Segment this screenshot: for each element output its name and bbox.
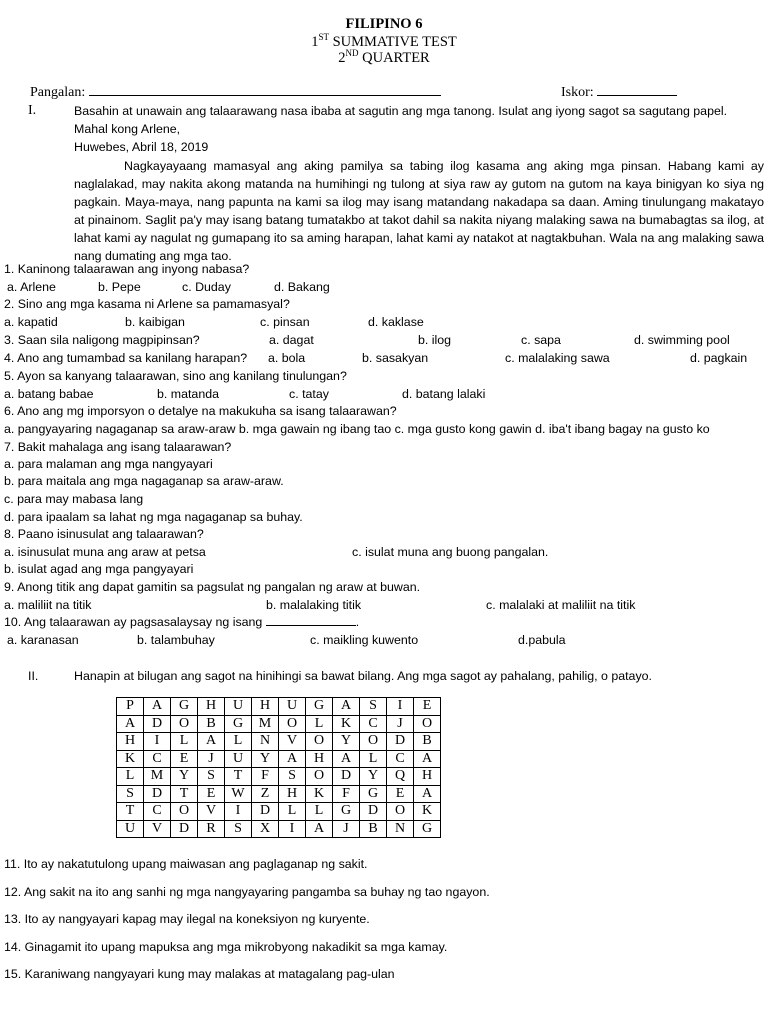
grid-cell[interactable]: R (198, 820, 225, 838)
diary-paragraph (74, 157, 764, 265)
q3-option-d: d. swimming pool (634, 333, 730, 347)
grid-cell[interactable]: L (306, 715, 333, 733)
grid-cell[interactable]: C (144, 803, 171, 821)
grid-cell[interactable]: L (306, 803, 333, 821)
grid-row (117, 820, 441, 838)
grid-cell[interactable]: J (198, 750, 225, 768)
question-6: 6. Ano ang mg imporsyon o detalye na makukuha sa isang talaarawan? (4, 404, 397, 418)
grid-cell[interactable]: E (198, 785, 225, 803)
grid-cell[interactable]: G (333, 803, 360, 821)
question-10: 10. Ang talaarawan ay pagsasalaysay ng isang . (4, 615, 360, 629)
grid-cell[interactable]: D (252, 803, 279, 821)
grid-cell[interactable]: O (360, 733, 387, 751)
grid-cell[interactable]: D (144, 785, 171, 803)
q4-option-d: d. pagkain (690, 351, 748, 365)
grid-cell[interactable]: I (225, 803, 252, 821)
grid-cell[interactable]: H (306, 750, 333, 768)
q10-option-d: d.pabula (518, 633, 566, 647)
q10-option-b: b. talambuhay (137, 633, 215, 647)
grid-cell[interactable]: U (279, 698, 306, 716)
q9-option-a: a. maliliit na titik (4, 598, 92, 612)
grid-cell[interactable]: D (333, 768, 360, 786)
question-4: 4. Ano ang tumambad sa kanilang harapan? (4, 351, 248, 365)
grid-cell[interactable]: C (387, 750, 414, 768)
q8-option-b: b. isulat agad ang mga pangyayari (4, 562, 194, 576)
subtitle-ordinal: ST (318, 32, 329, 42)
q5-option-b: b. matanda (157, 387, 219, 401)
question-11: 11. Ito ay nakatutulong upang maiwasan ang paglaganap ng sakit. (4, 857, 368, 871)
grid-cell[interactable]: D (360, 803, 387, 821)
grid-cell[interactable]: E (414, 698, 441, 716)
q3-option-b: b. ilog (418, 333, 452, 347)
q7-option-c: c. para may mabasa lang (4, 492, 144, 506)
grid-cell[interactable]: L (225, 733, 252, 751)
part1-instruction: Basahin at unawain ang talaarawang nasa ibaba at sagutin ang mga tanong. Isulat ang iyong sagot sa sagutang papel. (74, 104, 728, 118)
subtitle-text: SUMMATIVE TEST (328, 34, 457, 50)
part2-numeral: II. (28, 669, 39, 683)
grid-cell[interactable]: N (252, 733, 279, 751)
grid-cell[interactable]: T (225, 768, 252, 786)
grid-cell[interactable]: O (387, 803, 414, 821)
grid-cell[interactable]: B (360, 820, 387, 838)
quarter-number: 2 (338, 50, 346, 66)
grid-cell[interactable]: U (225, 750, 252, 768)
grid-cell[interactable]: K (414, 803, 441, 821)
grid-cell[interactable]: U (117, 820, 144, 838)
grid-cell[interactable]: G (306, 698, 333, 716)
question-3: 3. Saan sila naligong magpipinsan? (4, 333, 200, 347)
grid-cell[interactable]: G (414, 820, 441, 838)
q2-option-d: d. kaklase (368, 315, 424, 329)
question-9: 9. Anong titik ang dapat gamitin sa pagsulat ng pangalan ng araw at buwan. (4, 580, 421, 594)
grid-cell[interactable]: K (117, 750, 144, 768)
grid-cell[interactable]: V (144, 820, 171, 838)
grid-cell[interactable]: Y (333, 733, 360, 751)
grid-cell[interactable]: C (360, 715, 387, 733)
grid-cell[interactable]: O (306, 768, 333, 786)
score-label: Iskor: (561, 85, 594, 100)
q3-option-c: c. sapa (521, 333, 561, 347)
grid-cell[interactable]: F (333, 785, 360, 803)
q8-option-a: a. isinusulat muna ang araw at petsa (4, 545, 206, 559)
grid-cell[interactable]: A (414, 750, 441, 768)
grid-cell[interactable]: F (252, 768, 279, 786)
q10-option-c: c. maikling kuwento (310, 633, 419, 647)
q3-option-a: a. dagat (269, 333, 314, 347)
grid-cell[interactable]: P (117, 698, 144, 716)
grid-cell[interactable]: A (117, 715, 144, 733)
q5-option-c: c. tatay (289, 387, 329, 401)
grid-cell[interactable]: O (279, 715, 306, 733)
grid-cell[interactable]: A (414, 785, 441, 803)
grid-cell[interactable]: T (171, 785, 198, 803)
page-title: FILIPINO 6 (345, 16, 423, 32)
grid-cell[interactable]: A (198, 733, 225, 751)
grid-cell[interactable]: J (387, 715, 414, 733)
grid-cell[interactable]: B (198, 715, 225, 733)
question-5: 5. Ayon sa kanyang talaarawan, sino ang kanilang tinulungan? (4, 369, 347, 383)
grid-cell[interactable]: M (144, 768, 171, 786)
grid-cell[interactable]: S (198, 768, 225, 786)
test-subtitle (0, 34, 768, 51)
grid-cell[interactable]: L (117, 768, 144, 786)
q4-option-b: b. sasakyan (362, 351, 429, 365)
question-15: 15. Karaniwang nangyayari kung may malakas at matagalang pag-ulan (4, 967, 395, 981)
question-7: 7. Bakit mahalaga ang isang talaarawan? (4, 440, 232, 454)
grid-cell[interactable]: M (252, 715, 279, 733)
grid-cell[interactable]: Y (360, 768, 387, 786)
grid-cell[interactable]: J (333, 820, 360, 838)
grid-cell[interactable]: A (279, 750, 306, 768)
letter-salutation: Mahal kong Arlene, (74, 122, 181, 136)
q2-option-c: c. pinsan (260, 315, 310, 329)
name-field (30, 84, 441, 101)
name-label: Pangalan: (30, 85, 86, 100)
part2-instruction: Hanapin at bilugan ang sagot na hinihingi sa bawat bilang. Ang mga sagot ay pahalang, pahilig, o patayo. (74, 669, 652, 683)
grid-cell[interactable]: A (144, 698, 171, 716)
grid-cell[interactable]: G (225, 715, 252, 733)
q8-option-c: c. isulat muna ang buong pangalan. (352, 545, 549, 559)
q1-option-c: c. Duday (182, 280, 231, 294)
grid-row (117, 715, 441, 733)
grid-cell[interactable]: H (117, 733, 144, 751)
q1-option-a: a. Arlene (7, 280, 56, 294)
quarter-text: QUARTER (358, 50, 430, 66)
grid-row (117, 803, 441, 821)
score-blank[interactable] (597, 84, 677, 96)
q4-option-c: c. malalaking sawa (505, 351, 610, 365)
grid-cell[interactable]: U (225, 698, 252, 716)
question-8: 8. Paano isinusulat ang talaarawan? (4, 527, 204, 541)
grid-cell[interactable]: L (279, 803, 306, 821)
q9-option-c: c. malalaki at maliliit na titik (486, 598, 636, 612)
grid-cell[interactable]: L (360, 750, 387, 768)
grid-cell[interactable]: H (414, 768, 441, 786)
q10-blank[interactable] (266, 615, 356, 626)
grid-cell[interactable]: H (279, 785, 306, 803)
question-2: 2. Sino ang mga kasama ni Arlene sa pamamasyal? (4, 297, 290, 311)
grid-cell[interactable]: I (144, 733, 171, 751)
grid-cell[interactable]: T (117, 803, 144, 821)
grid-row (117, 785, 441, 803)
grid-cell[interactable]: D (387, 733, 414, 751)
grid-cell[interactable]: D (171, 820, 198, 838)
grid-cell[interactable]: A (333, 698, 360, 716)
question-10-text: 10. Ang talaarawan ay pagsasalaysay ng isang (4, 615, 263, 629)
q2-option-b: b. kaibigan (125, 315, 185, 329)
subtitle-number: 1 (311, 34, 319, 50)
q5-option-d: d. batang lalaki (402, 387, 486, 401)
q4-option-a: a. bola (268, 351, 306, 365)
name-blank[interactable] (89, 84, 441, 96)
grid-cell[interactable]: S (117, 785, 144, 803)
grid-cell[interactable]: A (306, 820, 333, 838)
grid-cell[interactable]: Y (171, 768, 198, 786)
q10-option-a: a. karanasan (7, 633, 79, 647)
word-search-grid (116, 697, 441, 838)
q2-option-a: a. kapatid (4, 315, 58, 329)
question-12: 12. Ang sakit na ito ang sanhi ng mga nangyayaring pangamba sa buhay ng tao ngayon. (4, 885, 490, 899)
question-1: 1. Kaninong talaarawan ang inyong nabasa? (4, 262, 250, 276)
letter-date: Huwebes, Abril 18, 2019 (74, 140, 209, 154)
grid-cell[interactable]: I (387, 698, 414, 716)
grid-cell[interactable]: O (306, 733, 333, 751)
grid-cell[interactable]: D (144, 715, 171, 733)
grid-cell[interactable]: X (252, 820, 279, 838)
grid-cell[interactable]: O (414, 715, 441, 733)
q9-option-b: b. malalaking titik (266, 598, 362, 612)
grid-cell[interactable]: N (387, 820, 414, 838)
question-14: 14. Ginagamit ito upang mapuksa ang mga mikrobyong nakadikit sa mga kamay. (4, 940, 448, 954)
q1-option-d: d. Bakang (274, 280, 330, 294)
grid-cell[interactable]: V (198, 803, 225, 821)
grid-cell[interactable]: V (279, 733, 306, 751)
q6-options: a. pangyayaring nagaganap sa araw-araw b. mga gawain ng ibang tao c. mga gusto kong gawin d. iba't ibang bagay na gusto ko (4, 422, 710, 436)
grid-cell[interactable]: Z (252, 785, 279, 803)
grid-cell[interactable]: Q (387, 768, 414, 786)
part1-numeral: I. (28, 103, 37, 118)
grid-cell[interactable]: K (306, 785, 333, 803)
grid-cell[interactable]: G (360, 785, 387, 803)
grid-cell[interactable]: S (225, 820, 252, 838)
grid-cell[interactable]: O (171, 715, 198, 733)
grid-cell[interactable]: H (198, 698, 225, 716)
grid-cell[interactable]: W (225, 785, 252, 803)
grid-cell[interactable]: C (144, 750, 171, 768)
q1-option-b: b. Pepe (98, 280, 141, 294)
grid-cell[interactable]: E (171, 750, 198, 768)
grid-cell[interactable]: L (171, 733, 198, 751)
grid-row (117, 768, 441, 786)
grid-cell[interactable]: A (333, 750, 360, 768)
grid-cell[interactable]: S (279, 768, 306, 786)
score-field (561, 84, 677, 101)
grid-cell[interactable]: S (360, 698, 387, 716)
grid-cell[interactable]: E (387, 785, 414, 803)
quarter-ordinal: ND (345, 48, 359, 58)
diary-paragraph-text: Nagkayayaang mamasyal ang aking pamilya sa tabing ilog kasama ang aking mga pinsan. Habang kami ay naglalakad, may nakita akong matanda na humihingi ng tulong at siya raw ay gutom na gutom na kaya binigyan ko siya ng pagkain. Maya-maya, nang papunta na kami sa ilog may isang matandang nakadapa sa daan. Aming tinulungang makatayo at pinainom. Saglit pa'y may isang batang tumatakbo at takot dahil sa nakita niyang malaking sawa na bumabagtas sa ilog, at lahat kami ay nagulat ng gumapang ito sa aming harapan, lahat kami ay natakot at nagtakbuhan. Wala na ang malaking sawa nang dumating ang mga tao. (74, 159, 764, 263)
grid-row (117, 750, 441, 768)
quarter-label (0, 50, 768, 67)
grid-cell[interactable]: I (279, 820, 306, 838)
grid-cell[interactable]: H (252, 698, 279, 716)
grid-cell[interactable]: O (171, 803, 198, 821)
question-13: 13. Ito ay nangyayari kapag may ilegal na koneksiyon ng kuryente. (4, 912, 370, 926)
q5-option-a: a. batang babae (4, 387, 94, 401)
grid-row (117, 733, 441, 751)
q7-option-a: a. para malaman ang mga nangyayari (4, 457, 213, 471)
grid-cell[interactable]: G (171, 698, 198, 716)
grid-row (117, 698, 441, 716)
q7-option-d: d. para ipaalam sa lahat ng mga nagaganap sa buhay. (4, 510, 303, 524)
grid-cell[interactable]: B (414, 733, 441, 751)
grid-cell[interactable]: K (333, 715, 360, 733)
q7-option-b: b. para maitala ang mga nagaganap sa araw-araw. (4, 474, 284, 488)
grid-cell[interactable]: Y (252, 750, 279, 768)
